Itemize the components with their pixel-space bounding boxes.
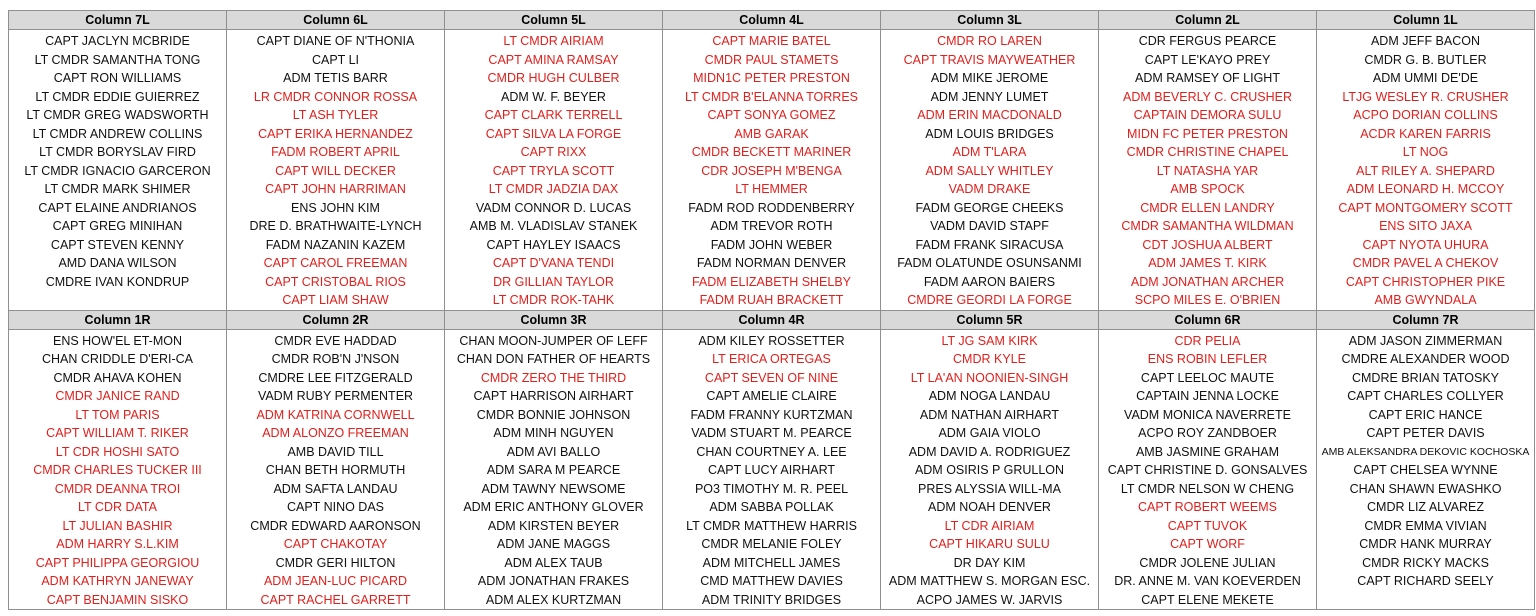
roster-name: CMDR ZERO THE THIRD bbox=[480, 370, 627, 385]
roster-name: CAPT PHILIPPA GEORGIOU bbox=[35, 555, 200, 570]
roster-name: CAPT CLARK TERRELL bbox=[484, 108, 623, 122]
top-names-row bbox=[9, 30, 1535, 311]
roster-name: ADM OSIRIS P GRULLON bbox=[914, 463, 1065, 477]
roster-name: CAPT SILVA LA FORGE bbox=[485, 126, 622, 141]
roster-name: CAPT ERIC HANCE bbox=[1368, 407, 1483, 422]
names-cell bbox=[445, 30, 663, 311]
roster-name: CMDR ROB'N J'NSON bbox=[271, 352, 400, 366]
column-header: Column 5L bbox=[445, 11, 663, 30]
roster-name: ADM GAIA VIOLO bbox=[938, 426, 1041, 440]
bottom-header-row bbox=[9, 310, 1535, 329]
roster-name: ADM JONATHAN ARCHER bbox=[1130, 274, 1285, 289]
roster-name: CMDRE GEORDI LA FORGE bbox=[907, 293, 1072, 307]
roster-name: CAPT WILL DECKER bbox=[275, 163, 396, 178]
roster-name: LT TOM PARIS bbox=[75, 407, 160, 422]
roster-name: ADM JEAN-LUC PICARD bbox=[263, 574, 408, 588]
roster-name: ENS JOHN KIM bbox=[291, 200, 380, 215]
roster-name: CAPT RACHEL GARRETT bbox=[260, 592, 411, 607]
roster-name: ENS SITO JAXA bbox=[1379, 219, 1472, 233]
roster-name: CAPT LIAM SHAW bbox=[282, 293, 389, 307]
roster-name: CAPT HARRISON AIRHART bbox=[473, 389, 634, 403]
roster-name: ADM SABBA POLLAK bbox=[709, 500, 834, 514]
roster-name: CAPT BENJAMIN SISKO bbox=[46, 592, 189, 607]
roster-name: ADM UMMI DE'DE bbox=[1372, 71, 1479, 85]
roster-name: CMDR GERI HILTON bbox=[275, 555, 396, 570]
roster-name: CAPT NINO DAS bbox=[286, 500, 384, 514]
roster-name: ACPO ROY ZANDBOER bbox=[1138, 426, 1277, 440]
roster-name: ADM LEONARD H. MCCOY bbox=[1346, 182, 1505, 196]
roster-name: ADM JANE MAGGS bbox=[496, 537, 611, 551]
roster-name: CMDRE BRIAN TATOSKY bbox=[1351, 370, 1499, 385]
roster-name: ADM MINH NGUYEN bbox=[493, 426, 614, 440]
roster-name: LT CMDR MARK SHIMER bbox=[44, 182, 191, 196]
roster-name: CMDR SAMANTHA WILDMAN bbox=[1121, 219, 1294, 233]
roster-name: CAPT CAROL FREEMAN bbox=[263, 256, 408, 270]
roster-name: LT CDR DATA bbox=[78, 500, 157, 514]
roster-name: CAPT CHRISTINE D. GONSALVES bbox=[1107, 463, 1308, 477]
roster-name: CAPT HIKARU SULU bbox=[929, 537, 1050, 551]
roster-name: CAPT RIXX bbox=[520, 145, 587, 159]
names-cell bbox=[9, 30, 227, 311]
roster-name: VADM MONICA NAVERRETE bbox=[1124, 407, 1291, 422]
column-header: Column 7R bbox=[1317, 310, 1535, 329]
roster-name: CAPT MONTGOMERY SCOTT bbox=[1338, 200, 1513, 215]
roster-name: CAPT D'VANA TENDI bbox=[492, 256, 615, 270]
roster-name: ADM JAMES T. KIRK bbox=[1148, 256, 1267, 270]
column-header: Column 5R bbox=[881, 310, 1099, 329]
roster-name: ADM KATHRYN JANEWAY bbox=[41, 574, 194, 588]
roster-name: CAPT LI bbox=[311, 52, 359, 67]
roster-name: AMB M. VLADISLAV STANEK bbox=[469, 219, 638, 233]
roster-name: ADM NOGA LANDAU bbox=[928, 389, 1051, 403]
roster-name: CHAN MOON-JUMPER OF LEFF bbox=[459, 333, 648, 348]
roster-name: ADM ERIC ANTHONY GLOVER bbox=[463, 500, 644, 514]
roster-name: CMDR DEANNA TROI bbox=[54, 481, 181, 496]
roster-name: CAPT RICHARD SEELY bbox=[1357, 574, 1494, 588]
names-cell bbox=[1099, 329, 1317, 610]
roster-name: CMDR HANK MURRAY bbox=[1359, 537, 1492, 551]
roster-name: ACPO JAMES W. JARVIS bbox=[916, 592, 1063, 607]
roster-name: MIDN1C PETER PRESTON bbox=[693, 71, 850, 85]
roster-name: CAPT AMINA RAMSAY bbox=[488, 52, 619, 67]
roster-name: CAPT AMELIE CLAIRE bbox=[706, 389, 837, 403]
roster-name: LT HEMMER bbox=[735, 182, 808, 196]
roster-name: CMDRE LEE FITZGERALD bbox=[258, 370, 413, 385]
roster-name: CMDR EDWARD AARONSON bbox=[250, 518, 421, 533]
roster-name: ADM DAVID A. RODRIGUEZ bbox=[908, 444, 1071, 459]
roster-name: ADM HARRY S.L.KIM bbox=[56, 537, 179, 551]
roster-name: LT JULIAN BASHIR bbox=[62, 518, 173, 533]
roster-name: ADM RAMSEY OF LIGHT bbox=[1135, 71, 1280, 85]
roster-name: FADM GEORGE CHEEKS bbox=[915, 200, 1064, 215]
roster-name: LT CMDR ANDREW COLLINS bbox=[32, 126, 203, 141]
roster-name: LT CMDR BORYSLAV FIRD bbox=[39, 145, 196, 159]
roster-name: CAPT GREG MINIHAN bbox=[52, 219, 183, 233]
roster-name: CAPT HAYLEY ISAACS bbox=[486, 237, 621, 252]
roster-name: CMDR BECKETT MARINER bbox=[691, 145, 852, 159]
roster-name: ADM JONATHAN FRAKES bbox=[477, 574, 630, 588]
top-header-row bbox=[9, 11, 1535, 30]
names-cell bbox=[9, 329, 227, 610]
roster-name: MIDN FC PETER PRESTON bbox=[1127, 126, 1288, 141]
roster-name: CHAN DON FATHER OF HEARTS bbox=[456, 352, 651, 366]
column-header: Column 7L bbox=[9, 11, 227, 30]
roster-name: CAPT LE'KAYO PREY bbox=[1144, 52, 1271, 67]
roster-name: LT ASH TYLER bbox=[292, 108, 379, 122]
roster-name: LT CDR AIRIAM bbox=[944, 518, 1035, 533]
name-list bbox=[1317, 330, 1534, 591]
roster-name: LT CMDR IGNACIO GARCERON bbox=[24, 163, 211, 178]
roster-name: CMDR JANICE RAND bbox=[55, 389, 180, 403]
roster-name: CDT JOSHUA ALBERT bbox=[1142, 237, 1273, 252]
roster-name: CAPTAIN JENNA LOCKE bbox=[1136, 389, 1279, 403]
column-header: Column 1L bbox=[1317, 11, 1535, 30]
roster-name: ADM TREVOR ROTH bbox=[710, 219, 833, 233]
roster-name: VADM STUART M. PEARCE bbox=[691, 426, 852, 440]
names-cell bbox=[227, 329, 445, 610]
roster-name: DR DAY KIM bbox=[953, 555, 1026, 570]
roster-name: LTJG WESLEY R. CRUSHER bbox=[1342, 89, 1509, 104]
roster-table bbox=[8, 10, 1535, 610]
column-header: Column 1R bbox=[9, 310, 227, 329]
names-cell bbox=[1317, 30, 1535, 311]
roster-name: CMDR CHRISTINE CHAPEL bbox=[1126, 145, 1289, 159]
names-cell bbox=[663, 329, 881, 610]
roster-name: CAPT TRAVIS MAYWEATHER bbox=[903, 52, 1076, 67]
names-cell bbox=[227, 30, 445, 311]
roster-name: ADM KIRSTEN BEYER bbox=[487, 518, 620, 533]
roster-name: CAPT JACLYN MCBRIDE bbox=[45, 34, 190, 48]
roster-name: CMDR JOLENE JULIAN bbox=[1139, 555, 1276, 570]
names-cell bbox=[663, 30, 881, 311]
roster-name: ADM NOAH DENVER bbox=[928, 500, 1051, 514]
roster-name: ADM JASON ZIMMERMAN bbox=[1348, 333, 1503, 348]
roster-name: CMD MATTHEW DAVIES bbox=[700, 574, 843, 588]
name-list bbox=[9, 30, 226, 291]
roster-name: LT CMDR AIRIAM bbox=[503, 34, 604, 48]
names-cell bbox=[1099, 30, 1317, 311]
column-header: Column 4L bbox=[663, 11, 881, 30]
roster-name: CDR JOSEPH M'BENGA bbox=[701, 163, 842, 178]
roster-name: CAPT TUVOK bbox=[1167, 518, 1248, 533]
roster-name: LR CMDR CONNOR ROSSA bbox=[253, 89, 418, 104]
roster-name: AMB DAVID TILL bbox=[287, 444, 384, 459]
roster-name: CAPT SONYA GOMEZ bbox=[707, 108, 836, 122]
roster-name: CAPT JOHN HARRIMAN bbox=[265, 182, 406, 196]
roster-name: ADM LOUIS BRIDGES bbox=[925, 126, 1054, 141]
roster-name: CAPT CRISTOBAL RIOS bbox=[265, 274, 406, 289]
roster-name: FADM ELIZABETH SHELBY bbox=[691, 274, 852, 289]
roster-name: VADM DRAKE bbox=[948, 182, 1031, 196]
roster-name: CAPT CHARLES COLLYER bbox=[1347, 389, 1504, 403]
names-cell bbox=[881, 30, 1099, 311]
bottom-names-row bbox=[9, 329, 1535, 610]
roster-name: LT CMDR MATTHEW HARRIS bbox=[686, 518, 857, 533]
roster-name: CAPTAIN DEMORA SULU bbox=[1133, 108, 1282, 122]
roster-name: ADM KATRINA CORNWELL bbox=[256, 407, 415, 422]
roster-name: CMDR CHARLES TUCKER III bbox=[33, 463, 202, 477]
roster-name: LT CMDR NELSON W CHENG bbox=[1120, 481, 1295, 496]
roster-name: ADM ALONZO FREEMAN bbox=[262, 426, 409, 440]
roster-name: CAPT LEELOC MAUTE bbox=[1140, 370, 1275, 385]
roster-name: VADM DAVID STAPF bbox=[930, 219, 1049, 233]
roster-name: VADM CONNOR D. LUCAS bbox=[475, 200, 632, 215]
name-list bbox=[881, 30, 1098, 310]
roster-name: LT JG SAM KIRK bbox=[941, 333, 1038, 348]
roster-name: ENS HOW'EL ET-MON bbox=[52, 333, 183, 348]
roster-name: ADM SARA M PEARCE bbox=[486, 463, 621, 477]
name-list bbox=[9, 330, 226, 610]
name-list bbox=[445, 330, 662, 610]
roster-name: CHAN BETH HORMUTH bbox=[265, 463, 406, 477]
roster-name: CMDR ELLEN LANDRY bbox=[1140, 200, 1275, 215]
roster-name: CHAN SHAWN EWASHKO bbox=[1349, 481, 1502, 496]
roster-name: CDR PELIA bbox=[1174, 333, 1241, 348]
roster-name: CMDR KYLE bbox=[953, 352, 1026, 366]
roster-name: AMB JASMINE GRAHAM bbox=[1135, 444, 1280, 459]
roster-name: ADM ERIN MACDONALD bbox=[917, 108, 1062, 122]
roster-name: ALT RILEY A. SHEPARD bbox=[1356, 163, 1495, 178]
roster-name: CHAN CRIDDLE D'ERI-CA bbox=[41, 352, 193, 366]
roster-name: ADM BEVERLY C. CRUSHER bbox=[1122, 89, 1293, 104]
roster-name: CAPT CHRISTOPHER PIKE bbox=[1345, 274, 1506, 289]
roster-name: CAPT DIANE OF N'THONIA bbox=[256, 34, 415, 48]
roster-name: ADM KILEY ROSSETTER bbox=[698, 333, 845, 348]
roster-name: CAPT ELENE MEKETE bbox=[1141, 592, 1274, 607]
roster-name: LT CMDR ROK-TAHK bbox=[492, 293, 615, 307]
roster-name: CAPT SEVEN OF NINE bbox=[704, 370, 839, 385]
roster-name: CMDR BONNIE JOHNSON bbox=[476, 407, 631, 422]
roster-name: FADM RUAH BRACKETT bbox=[699, 293, 844, 307]
roster-name: CAPT STEVEN KENNY bbox=[50, 237, 185, 252]
name-list bbox=[227, 30, 444, 310]
roster-name: CMDR LIZ ALVAREZ bbox=[1367, 500, 1484, 514]
roster-name: DRE D. BRATHWAITE-LYNCH bbox=[249, 219, 422, 233]
roster-name: CMDR RO LAREN bbox=[937, 34, 1042, 48]
roster-name: ADM TETIS BARR bbox=[283, 71, 388, 85]
roster-name: LT ERICA ORTEGAS bbox=[712, 352, 831, 366]
name-list bbox=[881, 330, 1098, 610]
roster-name: CMDR PAUL STAMETS bbox=[704, 52, 839, 67]
roster-name: FADM JOHN WEBER bbox=[710, 237, 833, 252]
roster-name: ADM NATHAN AIRHART bbox=[919, 407, 1060, 422]
roster-name: ADM SALLY WHITLEY bbox=[925, 163, 1054, 178]
roster-name: FADM ROBERT APRIL bbox=[271, 145, 400, 159]
column-header: Column 4R bbox=[663, 310, 881, 329]
names-cell bbox=[881, 329, 1099, 610]
roster-name: CHAN COURTNEY A. LEE bbox=[696, 444, 847, 459]
roster-name: LT CMDR JADZIA DAX bbox=[488, 182, 619, 196]
roster-name: CAPT TRYLA SCOTT bbox=[492, 163, 615, 178]
roster-name: ADM MIKE JEROME bbox=[930, 71, 1049, 85]
roster-name: CMDRE IVAN KONDRUP bbox=[45, 274, 190, 289]
roster-name: ADM JEFF BACON bbox=[1370, 34, 1481, 48]
name-list bbox=[1099, 330, 1316, 610]
roster-name: CAPT RON WILLIAMS bbox=[53, 71, 182, 85]
names-cell bbox=[445, 329, 663, 610]
roster-name: ADM ALEX KURTZMAN bbox=[485, 592, 622, 607]
roster-name: CMDR PAVEL A CHEKOV bbox=[1352, 256, 1499, 270]
roster-name: PRES ALYSSIA WILL-MA bbox=[918, 481, 1061, 496]
column-header: Column 2R bbox=[227, 310, 445, 329]
roster-name: CAPT WORF bbox=[1170, 537, 1245, 551]
roster-name: CAPT CHELSEA WYNNE bbox=[1353, 463, 1498, 477]
roster-name: CMDR RICKY MACKS bbox=[1362, 555, 1489, 570]
roster-name: FADM AARON BAIERS bbox=[923, 274, 1056, 289]
roster-name: DR GILLIAN TAYLOR bbox=[493, 274, 614, 289]
roster-name: CAPT ROBERT WEEMS bbox=[1138, 500, 1277, 514]
roster-name: CMDR AHAVA KOHEN bbox=[53, 370, 182, 385]
roster-name: LT NOG bbox=[1402, 145, 1449, 159]
roster-name: VADM RUBY PERMENTER bbox=[257, 389, 414, 403]
roster-name: LT CMDR EDDIE GUIERREZ bbox=[35, 89, 200, 104]
roster-name: CMDR MELANIE FOLEY bbox=[701, 537, 842, 551]
column-header: Column 3L bbox=[881, 11, 1099, 30]
column-header: Column 6L bbox=[227, 11, 445, 30]
roster-name: ADM MATTHEW S. MORGAN ESC. bbox=[888, 574, 1091, 588]
roster-name: AMB GWYNDALA bbox=[1374, 293, 1477, 307]
roster-name: CMDR EMMA VIVIAN bbox=[1364, 518, 1487, 533]
name-list bbox=[1099, 30, 1316, 310]
roster-name: FADM NAZANIN KAZEM bbox=[265, 237, 406, 252]
roster-name: ADM TAWNY NEWSOME bbox=[481, 481, 626, 496]
roster-name: ADM W. F. BEYER bbox=[501, 89, 606, 104]
roster-name: AMB ALEKSANDRA DEKOVIC KOCHOSKA bbox=[1321, 445, 1530, 458]
roster-name: CAPT LUCY AIRHART bbox=[707, 463, 836, 477]
roster-name: FADM FRANK SIRACUSA bbox=[915, 237, 1064, 252]
roster-name: CAPT ERIKA HERNANDEZ bbox=[258, 126, 413, 141]
roster-name: LT LA'AN NOONIEN-SINGH bbox=[910, 370, 1069, 385]
name-list bbox=[663, 330, 880, 610]
roster-name: CMDR HUGH CULBER bbox=[487, 71, 620, 85]
roster-name: ADM AVI BALLO bbox=[506, 444, 601, 459]
column-header: Column 3R bbox=[445, 310, 663, 329]
roster-name: ADM JENNY LUMET bbox=[930, 89, 1049, 104]
roster-name: FADM ROD RODDENBERRY bbox=[688, 200, 855, 215]
roster-name: AMB SPOCK bbox=[1170, 182, 1245, 196]
roster-name: CAPT CHAKOTAY bbox=[283, 537, 388, 551]
roster-name: CAPT WILLIAM T. RIKER bbox=[46, 426, 189, 440]
roster-name: CDR FERGUS PEARCE bbox=[1138, 34, 1277, 48]
roster-name: CMDRE ALEXANDER WOOD bbox=[1341, 352, 1510, 366]
roster-name: CMDR G. B. BUTLER bbox=[1364, 52, 1487, 67]
column-header: Column 2L bbox=[1099, 11, 1317, 30]
roster-name: ADM SAFTA LANDAU bbox=[273, 481, 398, 496]
roster-name: PO3 TIMOTHY M. R. PEEL bbox=[694, 481, 849, 496]
name-list bbox=[1317, 30, 1534, 310]
roster-name: LT NATASHA YAR bbox=[1156, 163, 1259, 178]
roster-name: CAPT NYOTA UHURA bbox=[1362, 237, 1489, 252]
roster-name: LT CMDR B'ELANNA TORRES bbox=[684, 89, 859, 104]
roster-name: ADM ALEX TAUB bbox=[504, 555, 603, 570]
roster-name: CAPT PETER DAVIS bbox=[1366, 426, 1485, 440]
roster-name: ADM TRINITY BRIDGES bbox=[701, 592, 842, 607]
roster-name: LT CMDR SAMANTHA TONG bbox=[34, 52, 201, 67]
roster-name: DR. ANNE M. VAN KOEVERDEN bbox=[1114, 574, 1301, 588]
roster-name: ADM MITCHELL JAMES bbox=[702, 555, 841, 570]
roster-name: CAPT MARIE BATEL bbox=[712, 34, 831, 48]
roster-name: SCPO MILES E. O'BRIEN bbox=[1134, 293, 1281, 307]
name-list bbox=[227, 330, 444, 610]
names-cell bbox=[1317, 329, 1535, 610]
roster-name: ENS ROBIN LEFLER bbox=[1147, 352, 1268, 366]
roster-name: FADM FRANNY KURTZMAN bbox=[690, 407, 853, 422]
roster-name: ADM T'LARA bbox=[952, 145, 1027, 159]
roster-name: LT CMDR GREG WADSWORTH bbox=[26, 108, 209, 122]
column-header: Column 6R bbox=[1099, 310, 1317, 329]
name-list bbox=[445, 30, 662, 310]
roster-name: AMB GARAK bbox=[734, 126, 809, 141]
roster-name: ACPO DORIAN COLLINS bbox=[1353, 108, 1498, 122]
roster-name: CAPT ELAINE ANDRIANOS bbox=[38, 200, 197, 215]
roster-name: LT CDR HOSHI SATO bbox=[55, 444, 180, 459]
roster-name: FADM NORMAN DENVER bbox=[696, 256, 847, 270]
name-list bbox=[663, 30, 880, 310]
roster-name: FADM OLATUNDE OSUNSANMI bbox=[897, 256, 1082, 270]
roster-name: AMD DANA WILSON bbox=[58, 256, 177, 270]
roster-name: ACDR KAREN FARRIS bbox=[1360, 126, 1491, 141]
roster-name: CMDR EVE HADDAD bbox=[274, 333, 397, 348]
